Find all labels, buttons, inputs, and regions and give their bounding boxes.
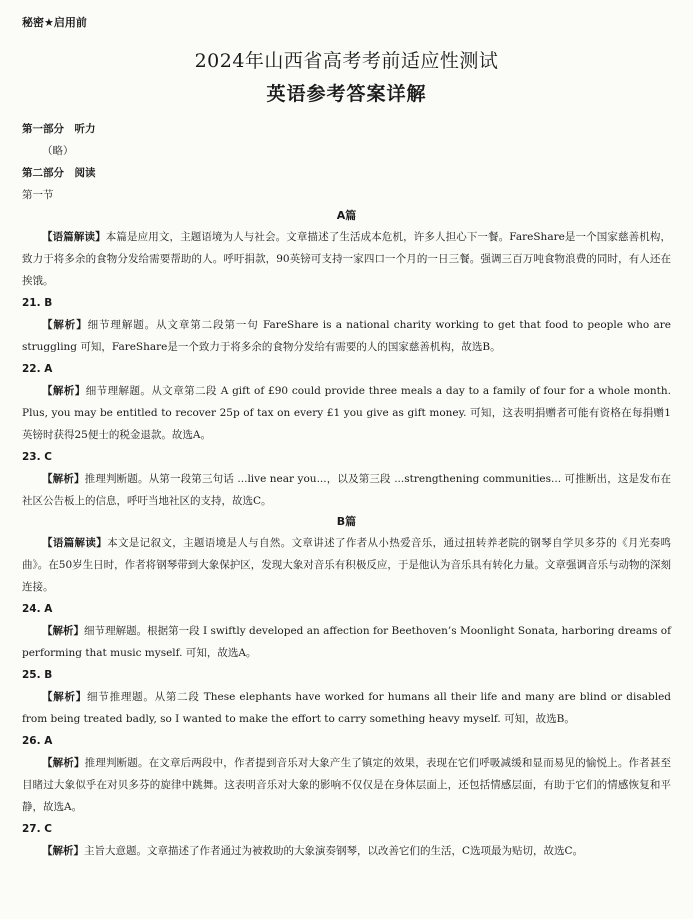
question-number: 25. B <box>22 669 53 681</box>
confidential-mark: 秘密★启用前 <box>22 16 87 29</box>
question-number: 24. A <box>22 603 53 615</box>
intro-text: 本篇是应用文，主题语境为人与社会。文章描述了生活成本危机，许多人担心下一餐。FareShare是一个国家慈善机构，致力于将多余的食物分发给需要帮助的人。呼吁捐款，90英镑可支持一家四口一个月的一日三餐。强调三百万吨食物浪费的同时，有人还在挨饿。 <box>22 231 672 287</box>
passage-b-title: B篇 <box>336 515 357 528</box>
analysis-text: 推理判断题。在文章后两段中，作者提到音乐对大象产生了镇定的效果，表现在它们呼吸减缓和显而易见的愉悦上。作者甚至目睹过大象似乎在对贝多芬的旋律中跳舞。这表明音乐对大象的影响不仅仅是在身体层面上，还包括情感层面，有助于它们的情感恢复和平静，故选A。 <box>22 757 671 813</box>
question-explanation <box>22 752 671 818</box>
question-explanation <box>22 686 671 730</box>
analysis-tag: 【解析】 <box>42 757 85 769</box>
analysis-text: 推理判断题。从第一段第三句话 ...live near you...，以及第三段 ...strengthening communities... 可推断出，这是发布在社区公告板上的信息，呼吁当地社区的支持，故选C。 <box>22 473 672 507</box>
section1-heading: 第一部分 听力 <box>22 123 96 135</box>
passage-b-intro <box>22 532 671 598</box>
analysis-tag: 【解析】 <box>42 319 88 331</box>
passage-a-title: A篇 <box>336 209 357 222</box>
analysis-tag: 【解析】 <box>42 625 85 637</box>
analysis-text: 细节理解题。从文章第二段第一句 FareShare is a national charity working to get that food to people who are struggling 可知，FareShare是一个致力于将多余的食物分发给有需要的人的国家慈善机构，故选B。 <box>22 319 671 353</box>
intro-tag: 【语篇解读】 <box>42 231 106 243</box>
question-explanation <box>22 380 671 446</box>
analysis-text: 主旨大意题。文章描述了作者通过为被救助的大象演奏钢琴，以改善它们的生活，C选项最为贴切，故选C。 <box>84 845 584 857</box>
intro-text: 本文是记叙文，主题语境是人与自然。文章讲述了作者从小热爱音乐，通过扭转养老院的钢琴自学贝多芬的《月光奏鸣曲》。在50岁生日时，作者将钢琴带到大象保护区，发现大象对音乐有积极反应，于是他认为音乐具有转化力量。文章强调音乐与动物的深刻连接。 <box>22 537 672 593</box>
question-number: 22. A <box>22 363 53 375</box>
question-number: 27. C <box>22 823 52 835</box>
analysis-text: 细节推理题。从第二段 These elephants have worked for humans all their life and many are blind or disabled from being treated badly, so I wanted to make the effort to carry something heavy myself. 可知，故选B。 <box>22 691 672 725</box>
section1-note: （略） <box>42 145 74 157</box>
question-number: 21. B <box>22 297 53 309</box>
analysis-text: 细节理解题。根据第一段 I swiftly developed an affection for Beethoven’s Moonlight Sonata, harboring dreams of performing that music myself. 可知，故选A。 <box>22 625 671 659</box>
analysis-tag: 【解析】 <box>42 845 84 857</box>
question-number: 26. A <box>22 735 53 747</box>
question-number: 23. C <box>22 451 52 463</box>
document-subtitle: 英语参考答案详解 <box>266 83 427 105</box>
analysis-tag: 【解析】 <box>42 691 88 703</box>
section2-subheading: 第一节 <box>22 189 54 201</box>
analysis-tag: 【解析】 <box>42 385 86 397</box>
analysis-tag: 【解析】 <box>42 473 85 485</box>
section2-heading: 第二部分 阅读 <box>22 167 96 179</box>
question-explanation <box>22 468 671 512</box>
analysis-text: 细节理解题。从文章第二段 A gift of £90 could provide three meals a day to a family of four for a whole month. Plus, you may be entitled to recover 25p of tax on every £1 you give as gift money. 可知，这表明捐赠者可能有资格在每捐赠1英镑时获得25便士的税金退款。故选A。 <box>22 385 671 441</box>
document-title: 2024年山西省高考考前适应性测试 <box>194 50 499 72</box>
question-explanation <box>22 620 671 664</box>
passage-a-intro <box>22 226 671 292</box>
question-explanation <box>22 314 671 358</box>
intro-tag: 【语篇解读】 <box>42 537 108 549</box>
question-explanation <box>22 840 671 862</box>
